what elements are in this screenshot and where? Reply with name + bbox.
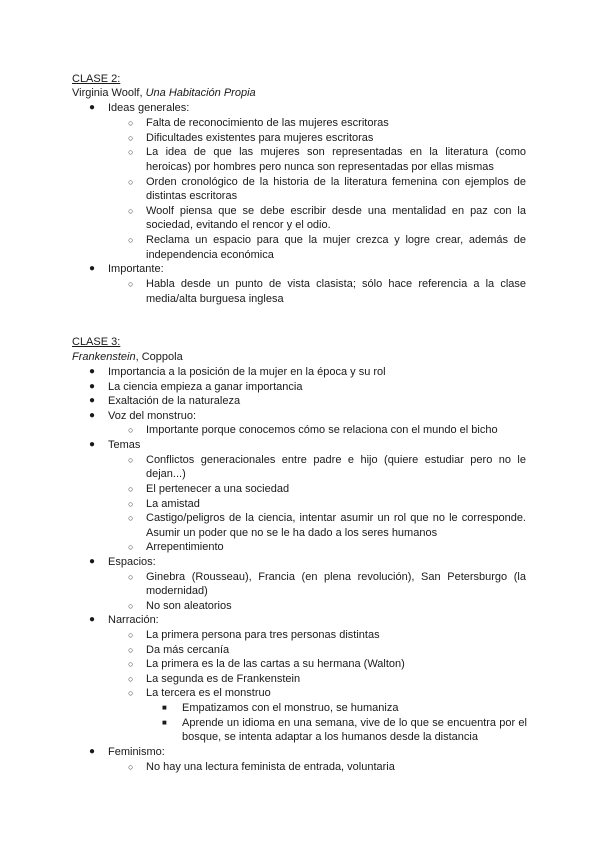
bullet-l1: ● bbox=[89, 410, 96, 421]
clase3-reference bbox=[72, 350, 183, 365]
clase3-heading: CLASE 3: bbox=[72, 336, 121, 348]
tema-item: El pertenecer a una sociedad bbox=[146, 483, 290, 495]
idea-item: Dificultades existentes para mujeres escritoras bbox=[146, 132, 374, 144]
bullet-l2: ○ bbox=[128, 425, 134, 435]
espacios-label: Espacios: bbox=[108, 556, 156, 568]
clase3-item: La ciencia empieza a ganar importancia bbox=[108, 381, 303, 393]
feminismo-label: Feminismo: bbox=[108, 746, 165, 758]
voz-monstruo-label: Voz del monstruo: bbox=[108, 410, 197, 422]
bullet-l2: ○ bbox=[128, 601, 134, 611]
idea-item: Reclama un espacio para que la mujer crezca y logre crear, además de bbox=[146, 234, 526, 246]
bullet-l1: ● bbox=[89, 366, 96, 377]
espacio-item-cont: modernidad) bbox=[146, 585, 208, 597]
bullet-l2: ○ bbox=[128, 762, 134, 772]
narracion-label: Narración: bbox=[108, 614, 159, 626]
narracion-item: La primera es la de las cartas a su hermana (Walton) bbox=[146, 658, 405, 670]
monstruo-item-cont: bosque, se intenta adaptar a los humanos desde la distancia bbox=[182, 731, 478, 743]
bullet-l2: ○ bbox=[128, 542, 134, 552]
ideas-generales-label: Ideas generales: bbox=[108, 102, 190, 114]
tema-item: La amistad bbox=[146, 498, 200, 510]
feminismo-item: No hay una lectura feminista de entrada, voluntaria bbox=[146, 761, 395, 773]
bullet-l1: ● bbox=[89, 395, 96, 406]
idea-item: Orden cronológico de la historia de la literatura femenina con ejemplos de bbox=[146, 176, 526, 188]
temas-label: Temas bbox=[108, 439, 141, 451]
bullet-l2: ○ bbox=[128, 572, 134, 582]
bullet-l2: ○ bbox=[128, 645, 134, 655]
monstruo-item: Empatizamos con el monstruo, se humaniza bbox=[182, 702, 399, 714]
clase2-author: Virginia Woolf, bbox=[72, 87, 146, 99]
bullet-l2: ○ bbox=[128, 499, 134, 509]
voz-monstruo-item: Importante porque conocemos cómo se relaciona con el mundo el bicho bbox=[146, 424, 498, 436]
idea-item: Woolf piensa que se debe escribir desde una mentalidad en paz con la bbox=[146, 205, 526, 217]
importante-item: Habla desde un punto de vista clasista; sólo hace referencia a la clase bbox=[146, 278, 526, 290]
bullet-l2: ○ bbox=[128, 659, 134, 669]
bullet-l2: ○ bbox=[128, 630, 134, 640]
bullet-l1: ● bbox=[89, 102, 96, 113]
idea-item-cont: independencia económica bbox=[146, 249, 274, 261]
tema-item: Castigo/peligros de la ciencia, intentar asumir un rol que no le corresponde. bbox=[146, 512, 526, 524]
bullet-l1: ● bbox=[89, 263, 96, 274]
idea-item-cont: distintas escritoras bbox=[146, 190, 238, 202]
bullet-l1: ● bbox=[89, 746, 96, 757]
tema-item: Arrepentimiento bbox=[146, 541, 224, 553]
bullet-l2: ○ bbox=[128, 235, 134, 245]
bullet-l2: ○ bbox=[128, 177, 134, 187]
bullet-l1: ● bbox=[89, 614, 96, 625]
clase3-item: Exaltación de la naturaleza bbox=[108, 395, 241, 407]
idea-item: La idea de que las mujeres son representadas en la literatura (como bbox=[146, 146, 526, 158]
tema-item: Conflictos generacionales entre padre e hijo (quiere estudiar pero no le bbox=[146, 454, 526, 466]
clase2-work-title: Una Habitación Propia bbox=[145, 87, 256, 99]
bullet-l2: ○ bbox=[128, 513, 134, 523]
bullet-l2: ○ bbox=[128, 147, 134, 157]
narracion-item: Da más cercanía bbox=[146, 644, 230, 656]
bullet-l2: ○ bbox=[128, 674, 134, 684]
clase2-heading: CLASE 2: bbox=[72, 73, 121, 85]
bullet-l2: ○ bbox=[128, 484, 134, 494]
bullet-l2: ○ bbox=[128, 206, 134, 216]
bullet-l2: ○ bbox=[128, 118, 134, 128]
importante-label: Importante: bbox=[108, 263, 164, 275]
tema-item-cont: Asumir un poder que no se le ha dado a los seres humanos bbox=[146, 527, 438, 539]
clase2-reference bbox=[72, 86, 256, 101]
narracion-item: La segunda es de Frankenstein bbox=[146, 673, 301, 685]
espacio-item: No son aleatorios bbox=[146, 600, 232, 612]
bullet-l2: ○ bbox=[128, 133, 134, 143]
clase3-work-title: Frankenstein bbox=[72, 351, 136, 363]
bullet-l1: ● bbox=[89, 439, 96, 450]
espacio-item: Ginebra (Rousseau), Francia (en plena revolución), San Petersburgo (la bbox=[146, 571, 526, 583]
clase3-author: , Coppola bbox=[135, 351, 183, 363]
idea-item: Falta de reconocimiento de las mujeres escritoras bbox=[146, 117, 389, 129]
bullet-l2: ○ bbox=[128, 455, 134, 465]
bullet-l3: ■ bbox=[162, 718, 167, 727]
idea-item-cont: sociedad, evitando el rencor y el odio. bbox=[146, 219, 331, 231]
clase3-item: Importancia a la posición de la mujer en la época y su rol bbox=[108, 366, 386, 378]
bullet-l1: ● bbox=[89, 556, 96, 567]
tema-item-cont: dejan...) bbox=[146, 468, 186, 480]
monstruo-item: Aprende un idioma en una semana, vive de lo que se encuentra por el bbox=[182, 717, 527, 729]
narracion-item: La tercera es el monstruo bbox=[146, 687, 271, 699]
importante-item-cont: media/alta burguesa inglesa bbox=[146, 293, 284, 305]
idea-item-cont: heroicas) por hombres pero nunca son representadas por ellas mismas bbox=[146, 161, 494, 173]
bullet-l1: ● bbox=[89, 381, 96, 392]
bullet-l2: ○ bbox=[128, 279, 134, 289]
bullet-l2: ○ bbox=[128, 688, 134, 698]
bullet-l3: ■ bbox=[162, 703, 167, 712]
narracion-item: La primera persona para tres personas distintas bbox=[146, 629, 380, 641]
